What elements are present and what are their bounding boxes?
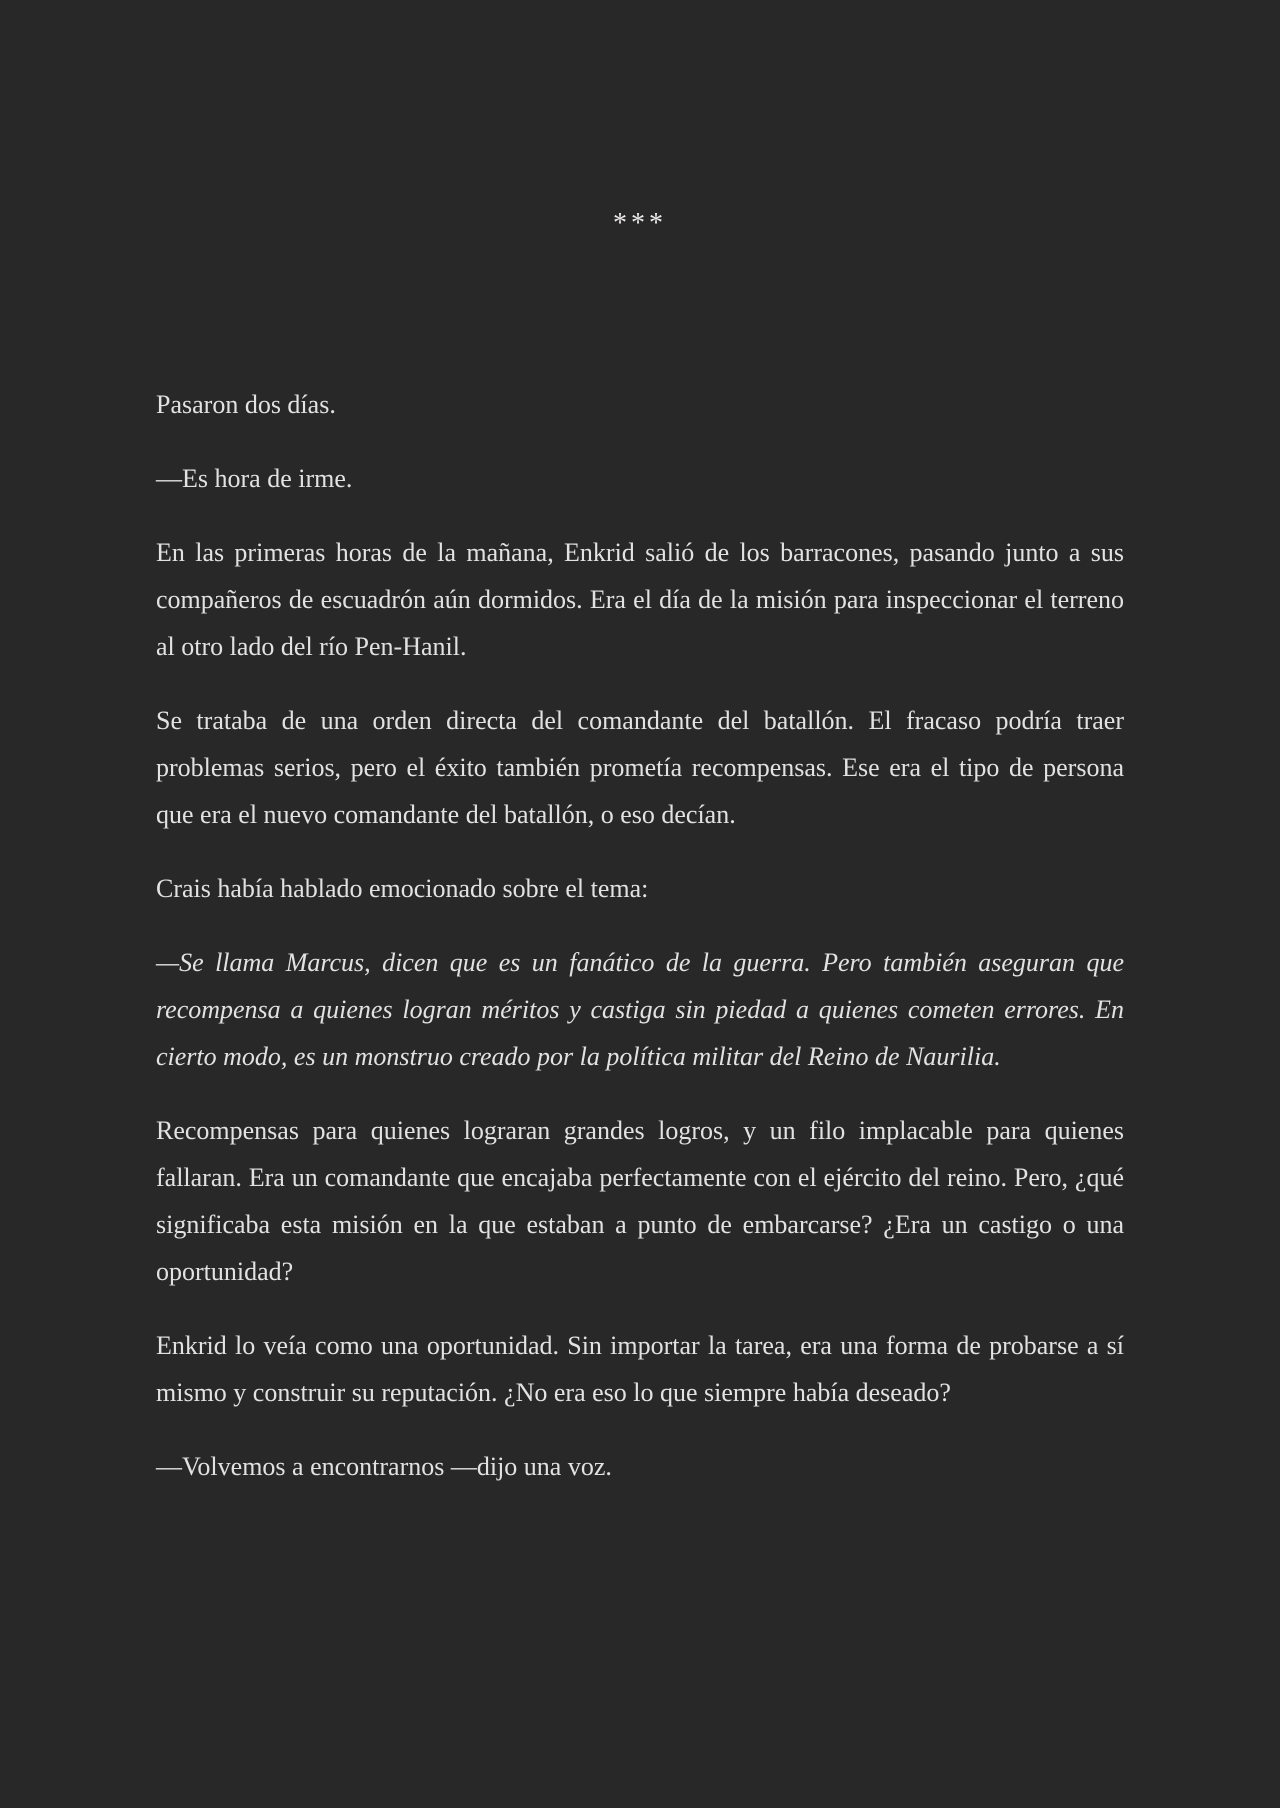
paragraph-crais-habia-hablado: Crais había hablado emocionado sobre el tema: [156, 874, 649, 903]
paragraph-pasaron-dos-dias: Pasaron dos días. [156, 390, 336, 419]
paragraph-es-hora-de-irme: —Es hora de irme. [156, 464, 353, 493]
paragraph-volvemos-a-encontrarnos: —Volvemos a encontrarnos —dijo una voz. [156, 1452, 612, 1481]
paragraph-quote-marcus: —Se llama Marcus, dicen que es un fanático de la guerra. Pero también aseguran que recompensa a quienes logran méritos y castiga sin piedad a quienes cometen errores. En cierto modo, es un monstruo creado por la política militar del Reino de Naurilia. [156, 948, 1124, 1071]
paragraph-enkrid-oportunidad: Enkrid lo veía como una oportunidad. Sin importar la tarea, era una forma de probarse a sí mismo y construir su reputación. ¿No era eso lo que siempre había deseado? [156, 1331, 1124, 1407]
paragraph-en-las-primeras-horas: En las primeras horas de la mañana, Enkrid salió de los barracones, pasando junto a sus compañeros de escuadrón aún dormidos. Era el día de la misión para inspeccionar el terreno al otro lado del río Pen-Hanil. [156, 538, 1124, 661]
section-separator: *** [613, 208, 667, 239]
reader-page [156, 0, 1124, 1490]
paragraph-recompensas: Recompensas para quienes lograran grandes logros, y un filo implacable para quienes fallaran. Era un comandante que encajaba perfectamente con el ejército del reino. Pero, ¿qué significaba esta misión en la que estaban a punto de embarcarse? ¿Era un castigo o una oportunidad? [156, 1116, 1124, 1286]
paragraph-se-trataba: Se trataba de una orden directa del comandante del batallón. El fracaso podría traer problemas serios, pero el éxito también prometía recompensas. Ese era el tipo de persona que era el nuevo comandante del batallón, o eso decían. [156, 706, 1124, 829]
